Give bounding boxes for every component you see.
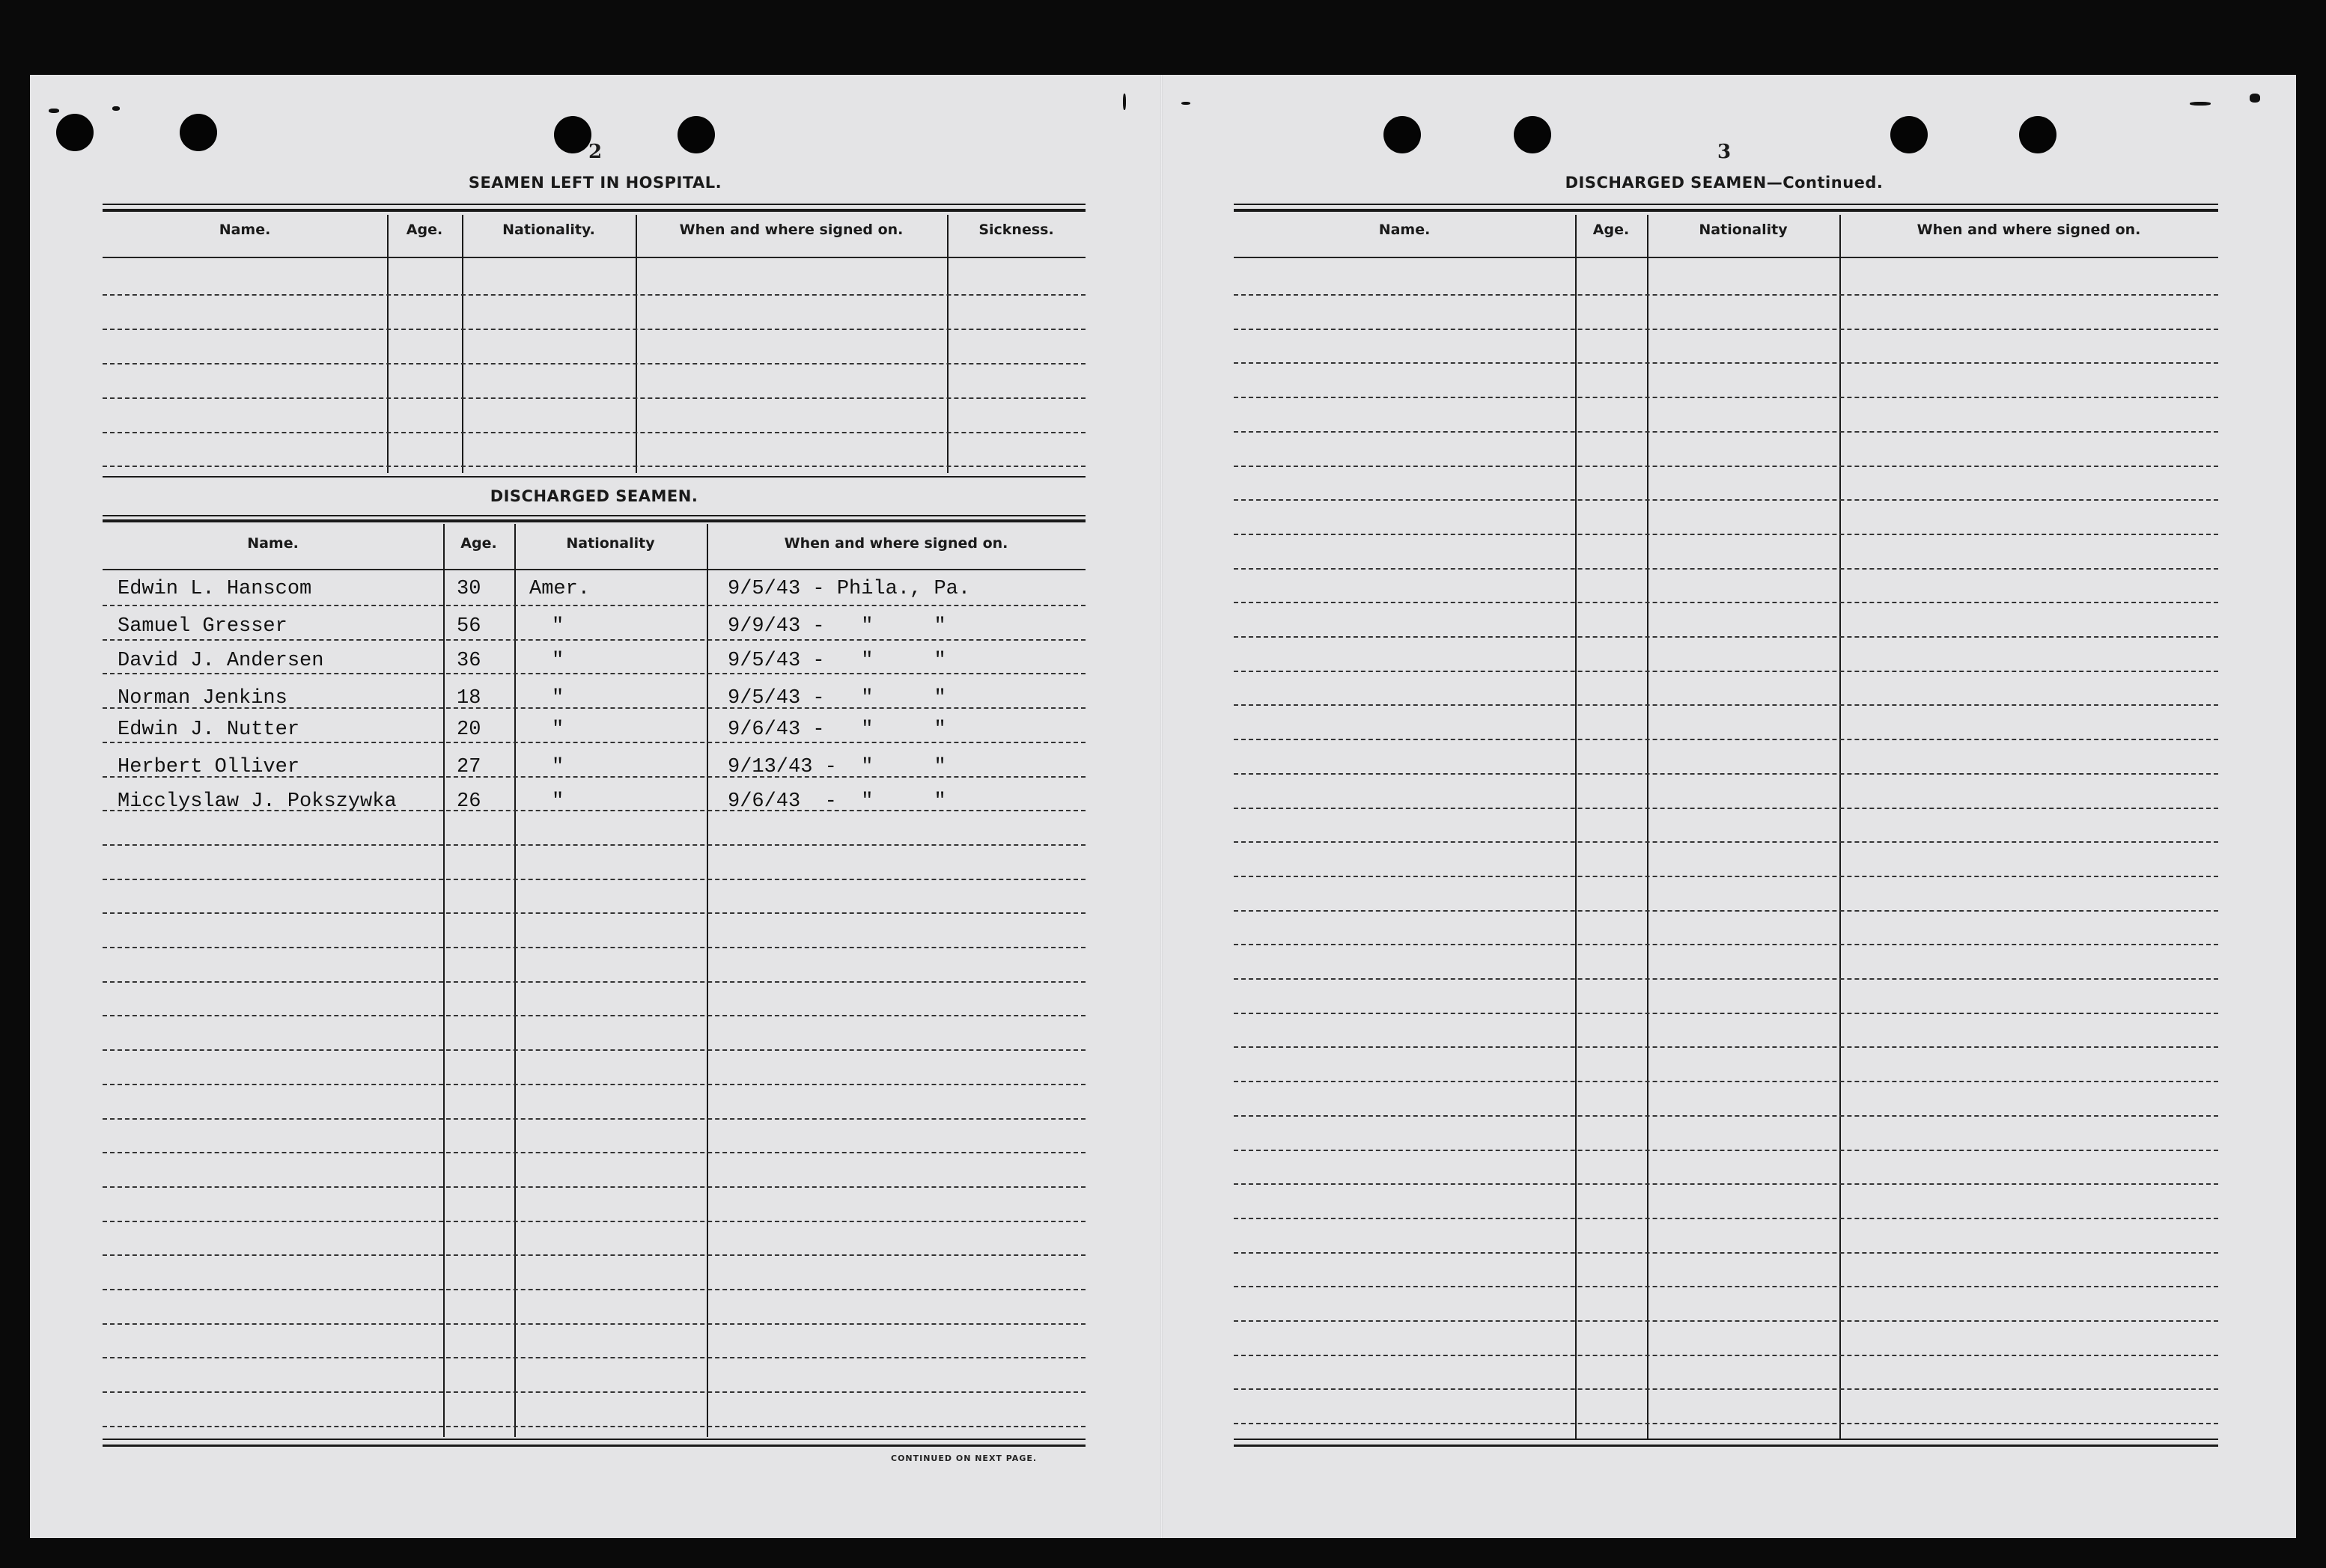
- seaman-name: David J. Andersen: [118, 650, 324, 672]
- entry-line: [1234, 397, 2218, 398]
- page-fold: [1160, 75, 1163, 1538]
- entry-line: [103, 605, 1086, 606]
- seaman-age: 30: [457, 578, 481, 600]
- ink-speck: [2250, 94, 2260, 103]
- entry-line: [103, 397, 1086, 399]
- column-divider: [1839, 215, 1841, 1439]
- entry-line: [1234, 602, 2218, 603]
- entry-line: [1234, 773, 2218, 775]
- entry-line: [1234, 466, 2218, 467]
- entry-line: [103, 1186, 1086, 1188]
- entry-line: [1234, 1081, 2218, 1082]
- seaman-nationality: ": [552, 687, 564, 710]
- column-header-nationality: Nationality: [566, 535, 655, 552]
- seaman-signed-on: 9/6/43 - " ": [728, 719, 946, 741]
- punch-hole: [1383, 116, 1421, 153]
- column-header-age: Age.: [406, 222, 443, 238]
- entry-line: [103, 466, 1086, 467]
- seaman-age: 26: [457, 790, 481, 813]
- entry-line: [1234, 1150, 2218, 1151]
- entry-line: [1234, 329, 2218, 330]
- entry-line: [1234, 978, 2218, 980]
- table-top-rule: [103, 519, 1086, 522]
- column-header-name: Name.: [219, 222, 271, 238]
- column-divider: [707, 524, 708, 1437]
- seaman-nationality: ": [552, 756, 564, 778]
- column-divider: [514, 524, 516, 1437]
- page-number: 3: [1717, 141, 1732, 163]
- seaman-name: Norman Jenkins: [118, 687, 287, 710]
- seaman-name: Samuel Gresser: [118, 615, 287, 638]
- column-header-age: Age.: [1592, 222, 1630, 238]
- column-header-age: Age.: [460, 535, 497, 552]
- entry-line: [103, 432, 1086, 433]
- punch-hole: [56, 114, 94, 151]
- table-top-rule: [103, 209, 1086, 212]
- entry-line: [1234, 362, 2218, 364]
- seaman-signed-on: 9/5/43 - Phila., Pa.: [728, 578, 971, 600]
- table-bottom-rule: [1234, 1439, 2218, 1440]
- entry-line: [103, 1118, 1086, 1120]
- hospital-section-title: SEAMEN LEFT IN HOSPITAL.: [468, 174, 722, 192]
- punch-hole: [678, 116, 715, 153]
- entry-line: [103, 1015, 1086, 1016]
- entry-line: [103, 673, 1086, 674]
- column-divider: [387, 215, 389, 473]
- entry-line: [1234, 1252, 2218, 1254]
- column-header-signed-on: When and where signed on.: [1916, 222, 2141, 238]
- column-header-signed-on: When and where signed on.: [784, 535, 1008, 552]
- punch-hole: [180, 114, 217, 151]
- seaman-age: 36: [457, 650, 481, 672]
- entry-line: [103, 1221, 1086, 1222]
- entry-line: [1234, 671, 2218, 672]
- seaman-nationality: ": [552, 790, 564, 813]
- column-divider: [1647, 215, 1648, 1439]
- column-divider: [1575, 215, 1577, 1439]
- entry-line: [103, 294, 1086, 296]
- seaman-age: 18: [457, 687, 481, 710]
- entry-line: [1234, 1183, 2218, 1185]
- entry-line: [103, 1084, 1086, 1085]
- header-underline: [103, 569, 1086, 570]
- seaman-age: 27: [457, 756, 481, 778]
- table-bottom-rule: [103, 1445, 1086, 1447]
- header-underline: [103, 257, 1086, 258]
- entry-line: [1234, 739, 2218, 740]
- column-header-sickness: Sickness.: [978, 222, 1054, 238]
- entry-line: [103, 912, 1086, 914]
- entry-line: [103, 1357, 1086, 1358]
- table-top-rule: [1234, 209, 2218, 212]
- seaman-signed-on: 9/5/43 - " ": [728, 650, 946, 672]
- column-divider: [443, 524, 445, 1437]
- entry-line: [103, 1152, 1086, 1153]
- entry-line: [1234, 294, 2218, 296]
- column-divider: [636, 215, 637, 473]
- column-header-nationality: Nationality.: [502, 222, 595, 238]
- entry-line: [103, 879, 1086, 880]
- entry-line: [1234, 841, 2218, 843]
- table-top-rule: [1234, 204, 2218, 205]
- column-header-name: Name.: [1378, 222, 1431, 238]
- entry-line: [103, 1289, 1086, 1290]
- entry-line: [1234, 1355, 2218, 1356]
- entry-line: [1234, 1013, 2218, 1014]
- ink-speck: [112, 106, 120, 111]
- entry-line: [103, 1391, 1086, 1393]
- column-header-name: Name.: [247, 535, 299, 552]
- table-bottom-rule: [103, 476, 1086, 478]
- ink-speck: [49, 109, 59, 113]
- entry-line: [103, 844, 1086, 846]
- entry-line: [103, 1254, 1086, 1256]
- entry-line: [103, 981, 1086, 983]
- ink-speck: [1181, 102, 1190, 105]
- entry-line: [103, 329, 1086, 330]
- entry-line: [103, 776, 1086, 778]
- seaman-name: Herbert Olliver: [118, 756, 300, 778]
- entry-line: [1234, 1115, 2218, 1117]
- seaman-nationality: Amer.: [529, 578, 591, 600]
- seaman-age: 56: [457, 615, 481, 638]
- entry-line: [1234, 499, 2218, 501]
- entry-line: [1234, 1046, 2218, 1048]
- entry-line: [1234, 568, 2218, 570]
- table-top-rule: [103, 515, 1086, 516]
- column-divider: [462, 215, 463, 473]
- ink-speck: [1123, 94, 1126, 110]
- entry-line: [103, 1049, 1086, 1051]
- seaman-name: Edwin J. Nutter: [118, 719, 300, 741]
- seaman-nationality: ": [552, 650, 564, 672]
- entry-line: [1234, 876, 2218, 877]
- seaman-nationality: ": [552, 615, 564, 638]
- ink-speck: [2190, 102, 2211, 106]
- discharged-continued-title: DISCHARGED SEAMEN—Continued.: [1565, 174, 1884, 192]
- entry-line: [103, 810, 1086, 811]
- column-header-nationality: Nationality: [1699, 222, 1788, 238]
- seaman-nationality: ": [552, 719, 564, 741]
- entry-line: [1234, 1388, 2218, 1390]
- column-divider: [947, 215, 949, 473]
- seaman-name: Micclyslaw J. Pokszywka: [118, 790, 397, 813]
- entry-line: [1234, 944, 2218, 945]
- entry-line: [1234, 636, 2218, 638]
- entry-line: [103, 639, 1086, 641]
- entry-line: [103, 363, 1086, 364]
- seaman-signed-on: 9/13/43 - " ": [728, 756, 946, 778]
- seaman-signed-on: 9/5/43 - " ": [728, 687, 946, 710]
- punch-hole: [2019, 116, 2056, 153]
- continued-note: CONTINUED ON NEXT PAGE.: [891, 1453, 1038, 1463]
- punch-hole: [1890, 116, 1928, 153]
- entry-line: [103, 707, 1086, 709]
- entry-line: [1234, 704, 2218, 706]
- seaman-name: Edwin L. Hanscom: [118, 578, 312, 600]
- entry-line: [103, 742, 1086, 743]
- table-top-rule: [103, 204, 1086, 205]
- seaman-age: 20: [457, 719, 481, 741]
- entry-line: [1234, 431, 2218, 433]
- page-number: 2: [588, 141, 603, 163]
- table-bottom-rule: [103, 1439, 1086, 1440]
- entry-line: [1234, 1218, 2218, 1219]
- entry-line: [1234, 1286, 2218, 1287]
- entry-line: [103, 1323, 1086, 1325]
- entry-line: [1234, 1320, 2218, 1322]
- table-bottom-rule: [1234, 1445, 2218, 1447]
- entry-line: [103, 1426, 1086, 1427]
- column-header-signed-on: When and where signed on.: [679, 222, 904, 238]
- seaman-signed-on: 9/6/43 - " ": [728, 790, 946, 813]
- discharged-section-title: DISCHARGED SEAMEN.: [490, 487, 698, 505]
- entry-line: [1234, 808, 2218, 809]
- entry-line: [1234, 910, 2218, 912]
- entry-line: [103, 947, 1086, 948]
- seaman-signed-on: 9/9/43 - " ": [728, 615, 946, 638]
- entry-line: [1234, 1423, 2218, 1424]
- punch-hole: [1514, 116, 1551, 153]
- header-underline: [1234, 257, 2218, 258]
- entry-line: [1234, 534, 2218, 535]
